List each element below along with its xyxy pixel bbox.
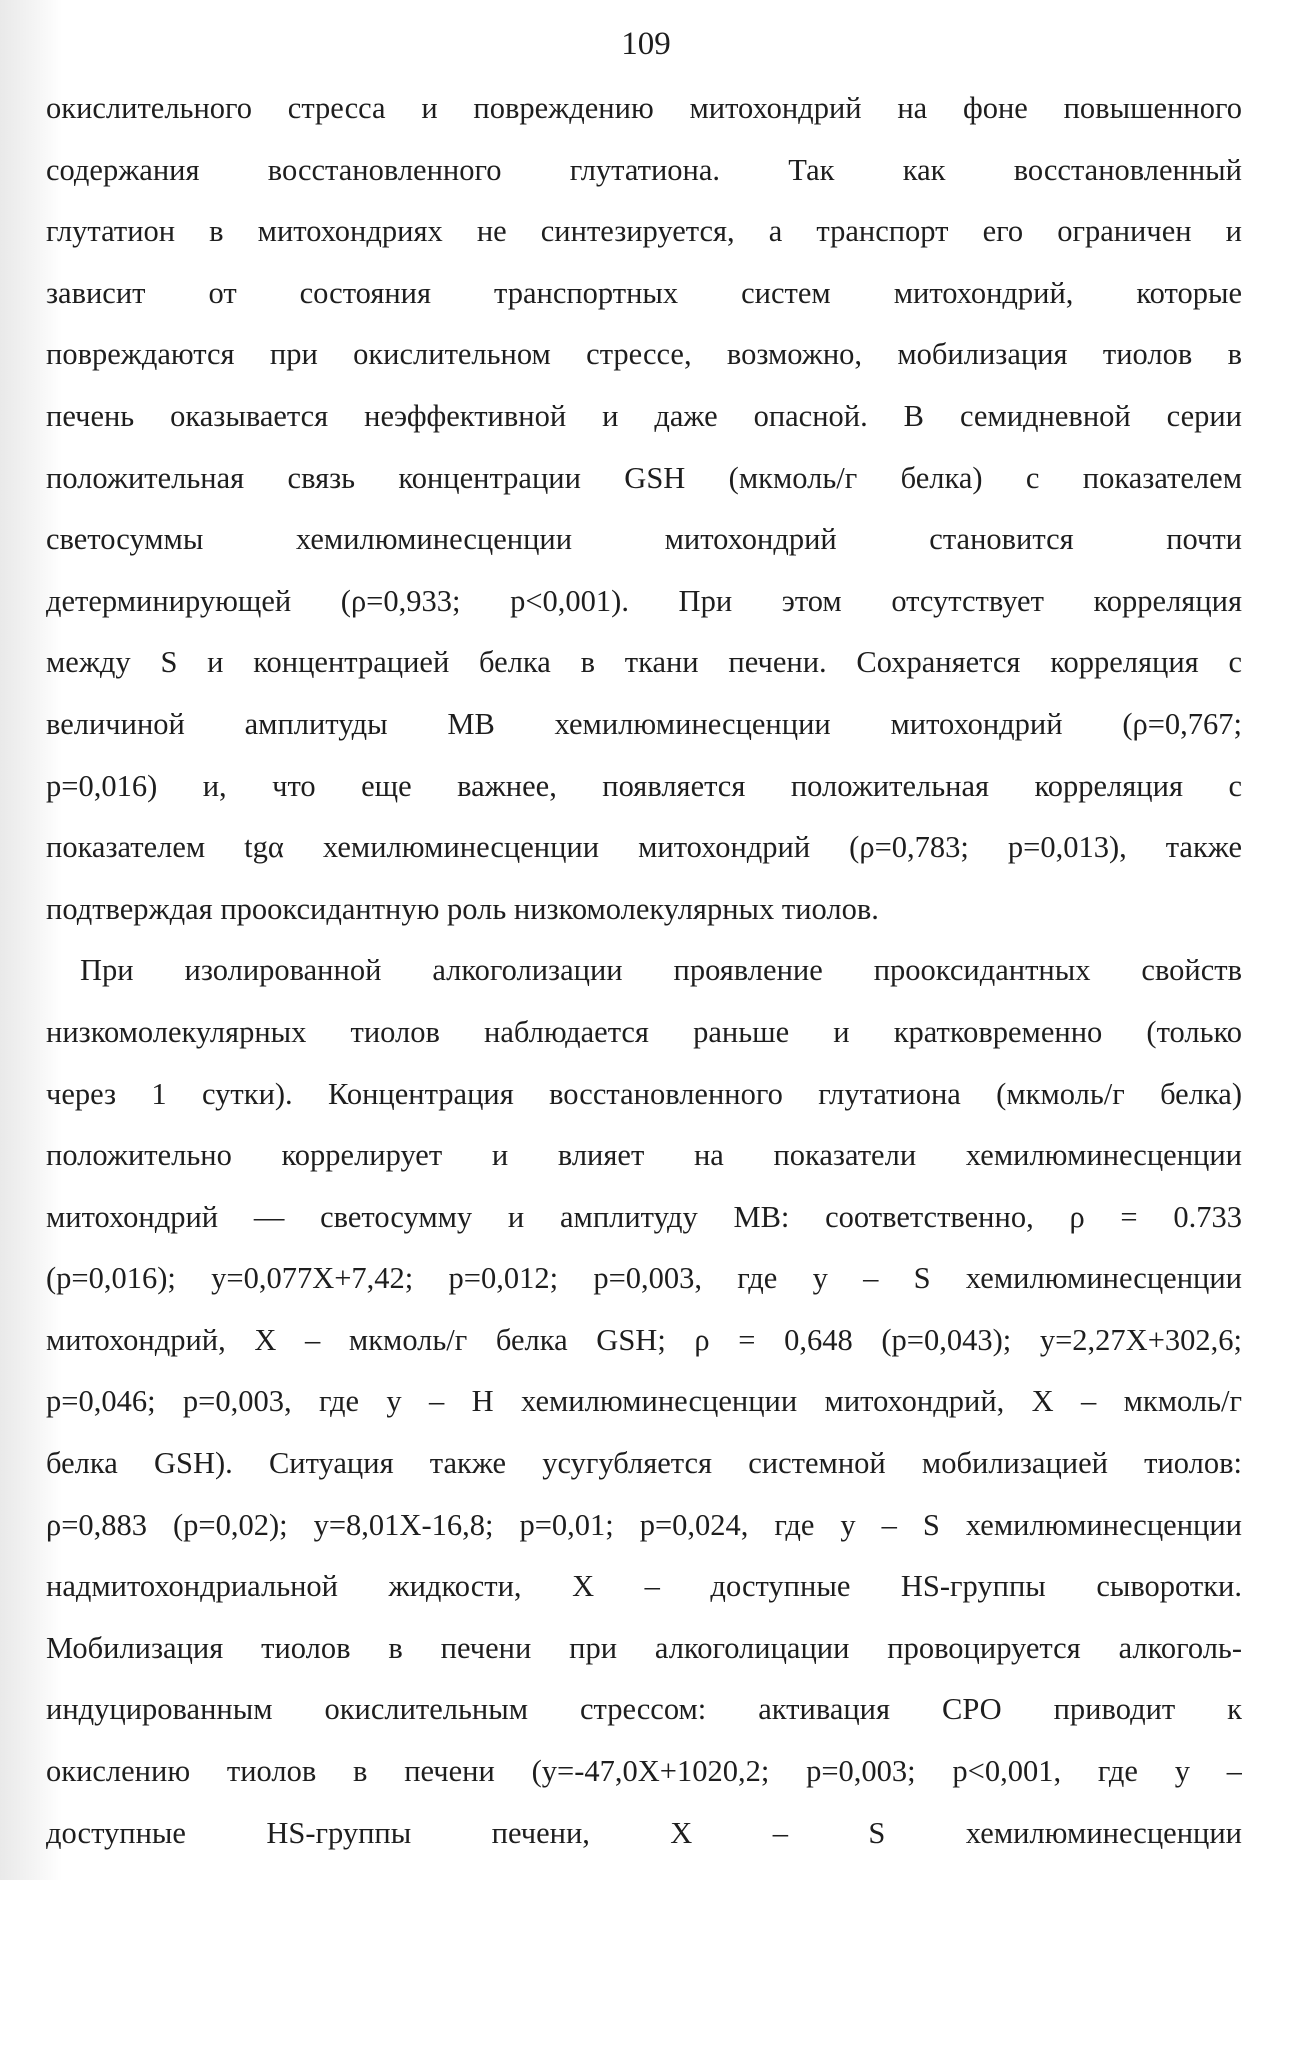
text-line: между S и концентрацией белка в ткани печени. Сохраняется корреляция с <box>46 645 1242 680</box>
text-line: подтверждая прооксидантную роль низкомолекулярных тиолов. <box>46 891 879 926</box>
text-line: низкомолекулярных тиолов наблюдается раньше и кратковременно (только <box>46 1014 1242 1049</box>
text-line: положительно коррелирует и влияет на показатели хемилюминесценции <box>46 1138 1242 1173</box>
text-line: окислительного стресса и повреждению митохондрий на фоне повышенного <box>46 91 1242 125</box>
text-line: При изолированной алкоголизации проявление прооксидантных свойств <box>80 953 1242 988</box>
body-text <box>46 78 1242 1864</box>
text-line: зависит от состояния транспортных систем митохондрий, которые <box>46 275 1242 310</box>
text-line: детерминирующей (ρ=0,933; p<0,001). При этом отсутствует корреляция <box>46 583 1242 618</box>
text-line: p=0,046; p=0,003, где y – H хемилюминесценции митохондрий, X – мкмоль/г <box>46 1384 1242 1419</box>
text-line: глутатион в митохондриях не синтезируется, а транспорт его ограничен и <box>46 214 1242 249</box>
paragraph <box>46 940 1242 1864</box>
text-line: повреждаются при окислительном стрессе, возможно, мобилизация тиолов в <box>46 337 1242 372</box>
text-line: митохондрий — светосумму и амплитуду MB: соответственно, ρ = 0.733 <box>46 1199 1242 1234</box>
text-line: показателем tgα хемилюминесценции митохондрий (ρ=0,783; p=0,013), также <box>46 830 1242 865</box>
text-line: Мобилизация тиолов в печени при алкоголицации провоцируется алкоголь- <box>46 1630 1242 1665</box>
text-line: p=0,016) и, что еще важнее, появляется положительная корреляция с <box>46 768 1242 803</box>
text-line: белка GSH). Ситуация также усугубляется системной мобилизацией тиолов: <box>46 1446 1242 1481</box>
text-line: содержания восстановленного глутатиона. Так как восстановленный <box>46 152 1242 187</box>
text-line: положительная связь концентрации GSH (мкмоль/г белка) с показателем <box>46 460 1242 495</box>
text-line: доступные HS-группы печени, X – S хемилюминесценции <box>46 1815 1242 1850</box>
text-line: через 1 сутки). Концентрация восстановленного глутатиона (мкмоль/г белка) <box>46 1076 1242 1111</box>
text-line: величиной амплитуды MB хемилюминесценции митохондрий (ρ=0,767; <box>46 706 1242 741</box>
text-line: митохондрий, X – мкмоль/г белка GSH; ρ = 0,648 (p=0,043); y=2,27X+302,6; <box>46 1322 1242 1357</box>
page-number: 109 <box>621 26 671 62</box>
text-line: надмитохондриальной жидкости, X – доступные HS-группы сыворотки. <box>46 1569 1242 1604</box>
paragraph <box>46 78 1242 940</box>
text-line: ρ=0,883 (p=0,02); y=8,01X-16,8; p=0,01; p=0,024, где y – S хемилюминесценции <box>46 1507 1242 1542</box>
text-line: окислению тиолов в печени (y=-47,0X+1020,2; p=0,003; p<0,001, где y – <box>46 1754 1242 1789</box>
text-line: печень оказывается неэффективной и даже опасной. В семидневной серии <box>46 398 1242 433</box>
text-line: (p=0,016); y=0,077X+7,42; p=0,012; p=0,003, где y – S хемилюминесценции <box>46 1261 1242 1296</box>
text-line: светосуммы хемилюминесценции митохондрий становится почти <box>46 522 1242 557</box>
text-line: индуцированным окислительным стрессом: активация СРО приводит к <box>46 1692 1242 1727</box>
